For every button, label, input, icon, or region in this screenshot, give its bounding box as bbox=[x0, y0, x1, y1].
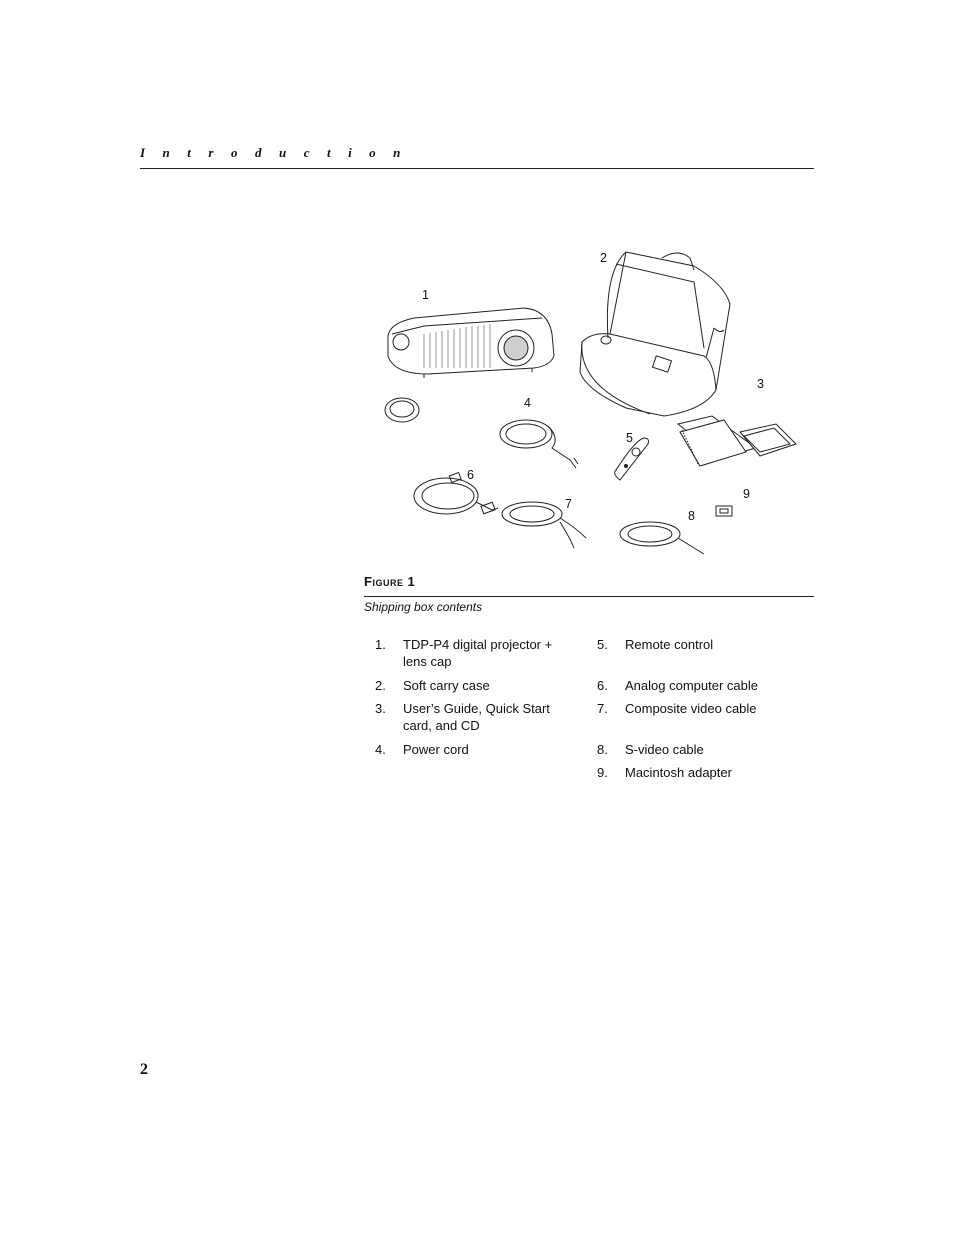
projector-illustration bbox=[388, 308, 554, 378]
header-rule bbox=[140, 168, 814, 169]
page-number: 2 bbox=[140, 1061, 148, 1078]
callout-8: 8 bbox=[688, 509, 695, 523]
figure-label: Figure 1 bbox=[364, 574, 416, 589]
mac-adapter-illustration bbox=[716, 506, 732, 516]
power-cord-illustration bbox=[500, 420, 578, 468]
manuals-cd-illustration bbox=[678, 416, 796, 466]
figure-caption: Shipping box contents bbox=[364, 600, 483, 614]
shipping-contents-illustration bbox=[364, 238, 814, 578]
callout-9: 9 bbox=[743, 487, 750, 501]
lens-cap-illustration bbox=[385, 398, 419, 422]
callout-7: 7 bbox=[565, 497, 572, 511]
carry-case-illustration bbox=[580, 252, 730, 416]
callout-6: 6 bbox=[467, 468, 474, 482]
callout-2: 2 bbox=[600, 251, 607, 265]
callout-3: 3 bbox=[757, 377, 764, 391]
figure-rule bbox=[364, 596, 814, 597]
callout-4: 4 bbox=[524, 396, 531, 410]
running-head: Introduction bbox=[140, 145, 418, 160]
composite-cable-illustration bbox=[502, 502, 586, 548]
s-video-cable-illustration bbox=[620, 522, 704, 554]
callout-1: 1 bbox=[422, 288, 429, 302]
analog-cable-illustration bbox=[414, 472, 498, 514]
callout-5: 5 bbox=[626, 431, 633, 445]
